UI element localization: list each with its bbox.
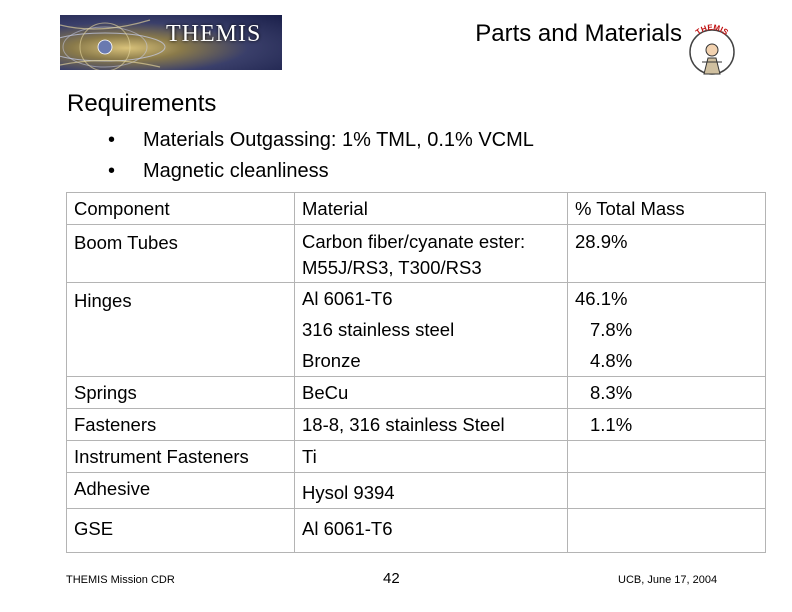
materials-table [66, 192, 766, 553]
mass-cell: 8.3% [568, 377, 766, 409]
table-row [67, 377, 766, 409]
material-cell [295, 283, 568, 377]
material-cell: 18-8, 316 stainless Steel [295, 409, 568, 441]
table-row [67, 225, 766, 283]
footer-mission-name: THEMIS Mission CDR [66, 574, 175, 586]
requirement-text: Materials Outgassing: 1% TML, 0.1% VCML [143, 129, 534, 151]
mass-cell [568, 509, 766, 553]
requirements-list [108, 125, 534, 187]
material-cell: Al 6061-T6 [295, 509, 568, 553]
mass-cell [568, 283, 766, 377]
material-line: Carbon fiber/cyanate ester: [302, 231, 526, 252]
requirement-text: Magnetic cleanliness [143, 160, 329, 182]
mass-cell [568, 473, 766, 509]
material-line: M55J/RS3, T300/RS3 [302, 257, 482, 278]
table-row [67, 283, 766, 377]
material-cell [295, 225, 568, 283]
component-cell: Hinges [67, 283, 295, 377]
component-cell: Instrument Fasteners [67, 441, 295, 473]
header-total-mass: % Total Mass [568, 193, 766, 225]
material-cell: Hysol 9394 [295, 473, 568, 509]
requirement-item [108, 125, 534, 156]
mass-value: 28.9% [575, 231, 628, 252]
themis-banner-logo [60, 15, 282, 70]
mass-value: 46.1% [575, 288, 628, 309]
mass-cell [568, 225, 766, 283]
header-material: Material [295, 193, 568, 225]
component-cell: GSE [67, 509, 295, 553]
material-cell: Ti [295, 441, 568, 473]
bullet-icon: • [108, 160, 116, 182]
requirement-item [108, 156, 534, 187]
table-row [67, 441, 766, 473]
themis-mascot-logo [684, 22, 740, 78]
component-cell: Boom Tubes [67, 225, 295, 283]
table-header-row [67, 193, 766, 225]
table-row [67, 473, 766, 509]
mass-value: 7.8% [590, 319, 633, 340]
footer-page-number: 42 [383, 570, 400, 587]
banner-title: THEMIS [166, 21, 262, 47]
mass-value: 4.8% [590, 350, 633, 371]
table-row [67, 509, 766, 553]
material-cell: BeCu [295, 377, 568, 409]
table-row [67, 409, 766, 441]
component-cell: Springs [67, 377, 295, 409]
mass-cell: 1.1% [568, 409, 766, 441]
mascot-text: THEMIS [693, 22, 730, 37]
material-line: 316 stainless steel [302, 319, 455, 340]
slide-title: Parts and Materials [475, 20, 682, 47]
bullet-icon: • [108, 129, 116, 151]
mass-cell [568, 441, 766, 473]
material-line: Bronze [302, 350, 361, 371]
component-cell: Fasteners [67, 409, 295, 441]
material-line: Al 6061-T6 [302, 288, 393, 309]
header-component: Component [67, 193, 295, 225]
requirements-heading: Requirements [67, 90, 217, 117]
component-cell: Adhesive [67, 473, 295, 509]
footer-date: UCB, June 17, 2004 [618, 574, 718, 586]
